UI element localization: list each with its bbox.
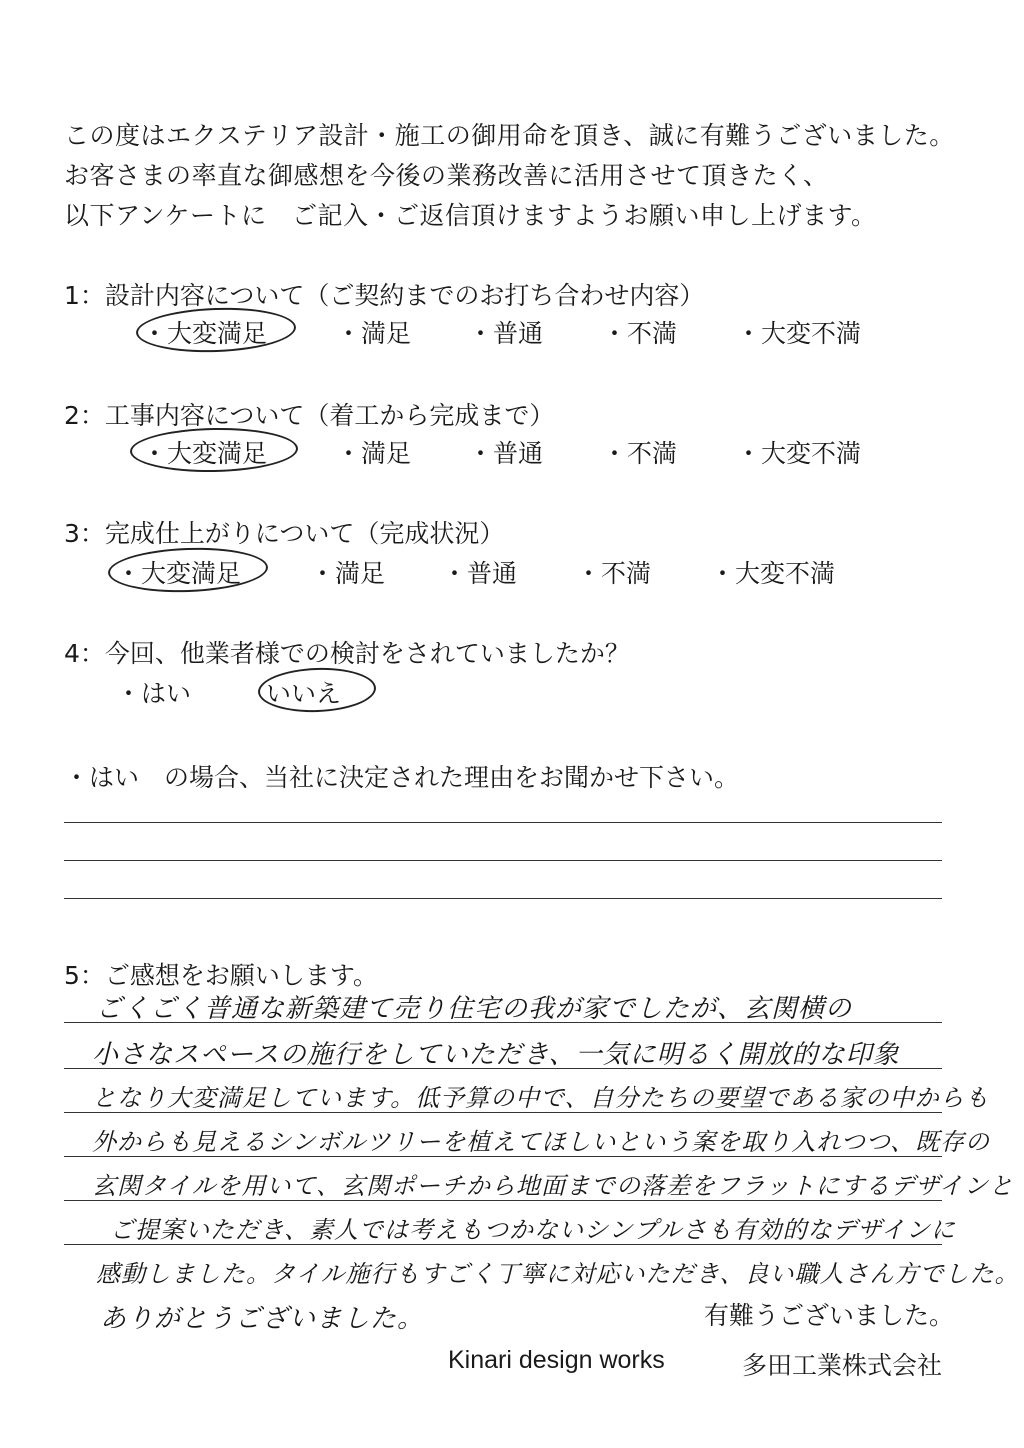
intro-line-3: 以下アンケートに ご記入・ご返信頂けますようお願い申し上げます。 — [64, 201, 877, 230]
intro-line-1: この度はエクステリア設計・施工の御用命を頂き、誠に有難うございました。 — [64, 121, 955, 150]
company-name: 多田工業株式会社 — [742, 1351, 943, 1380]
closing-thanks: 有難うございました。 — [704, 1301, 955, 1330]
reason-prompt: ・はい の場合、当社に決定された理由をお聞かせ下さい。 — [64, 763, 740, 792]
question-4-title: 4：今回、他業者様での検討をされていましたか？ — [64, 639, 630, 668]
q2-option-satisfied[interactable]: ・満足 — [336, 439, 412, 468]
q1-option-neutral[interactable]: ・普通 — [468, 319, 544, 348]
q1-option-satisfied[interactable]: ・満足 — [336, 319, 412, 348]
q1-option-dissatisfied[interactable]: ・不満 — [602, 319, 678, 348]
q4-option-yes[interactable]: ・はい — [116, 679, 192, 708]
intro-line-2: お客さまの率直な御感想を今後の業務改善に活用させて頂きたく、 — [64, 161, 829, 190]
q4-option-no[interactable]: いいえ — [266, 679, 342, 708]
handwritten-comment-line: 玄関タイルを用いて、玄関ポーチから地面までの落差をフラットにするデザインと — [92, 1172, 1014, 1200]
q1-option-very-satisfied[interactable]: ・大変満足 — [142, 319, 268, 348]
handwritten-comment-line: となり大変満足しています。低予算の中で、自分たちの要望である家の中からも — [92, 1084, 990, 1112]
q2-option-dissatisfied[interactable]: ・不満 — [602, 439, 678, 468]
question-1-title: 1：設計内容について（ご契約までのお打ち合わせ内容） — [64, 281, 705, 310]
handwritten-comment-line: 感動しました。タイル施行もすごく丁寧に対応いただき、良い職人さん方でした。 — [96, 1260, 1020, 1288]
question-3-title: 3：完成仕上がりについて（完成状況） — [64, 519, 505, 548]
q2-option-very-dissatisfied[interactable]: ・大変不満 — [736, 439, 862, 468]
q1-option-very-dissatisfied[interactable]: ・大変不満 — [736, 319, 862, 348]
q3-option-satisfied[interactable]: ・満足 — [310, 559, 386, 588]
q2-option-very-satisfied[interactable]: ・大変満足 — [142, 439, 268, 468]
handwritten-comment-line: ご提案いただき、素人では考えもつかないシンプルさも有効的なデザインに — [110, 1216, 956, 1244]
reason-answer-line-1 — [64, 822, 942, 823]
question-2-title: 2：工事内容について（着工から完成まで） — [64, 401, 555, 430]
handwritten-comment-line: ごくごく普通な新築建て売り住宅の我が家でしたが、玄関横の — [96, 994, 853, 1024]
question-5-title: 5：ご感想をお願いします。 — [64, 961, 378, 990]
reason-answer-line-2 — [64, 860, 942, 861]
q3-option-dissatisfied[interactable]: ・不満 — [576, 559, 652, 588]
q3-option-very-satisfied[interactable]: ・大変満足 — [116, 559, 242, 588]
handwritten-comment-line: ありがとうございました。 — [100, 1304, 425, 1334]
handwritten-comment-line: 外からも見えるシンボルツリーを植えてほしいという案を取り入れつつ、既存の — [92, 1128, 990, 1156]
q2-option-neutral[interactable]: ・普通 — [468, 439, 544, 468]
handwritten-comment-line: 小さなスペースの施行をしていただき、一気に明るく開放的な印象 — [92, 1040, 900, 1070]
brand-name: Kinari design works — [448, 1346, 665, 1374]
q3-option-neutral[interactable]: ・普通 — [442, 559, 518, 588]
q3-option-very-dissatisfied[interactable]: ・大変不満 — [710, 559, 836, 588]
reason-answer-line-3 — [64, 898, 942, 899]
